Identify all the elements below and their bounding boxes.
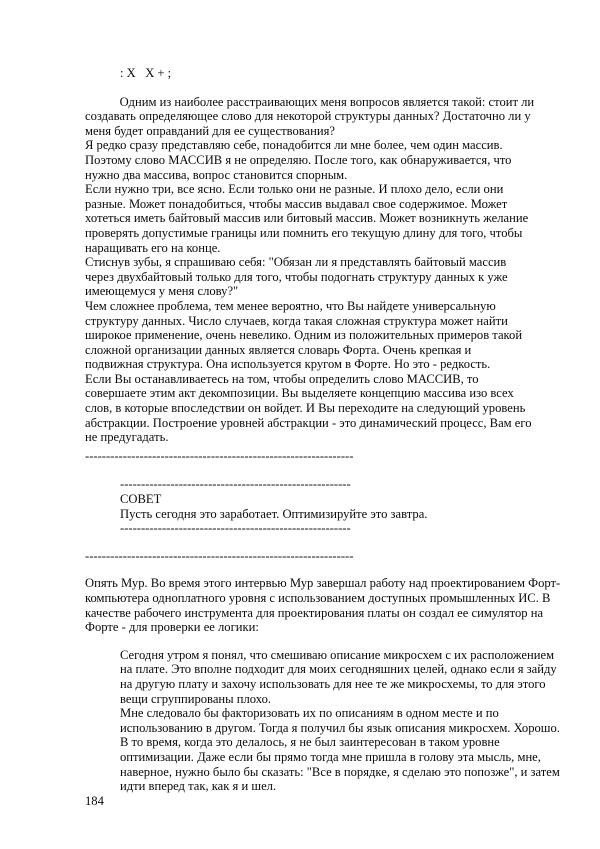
quote-line: Мне следовало бы факторизовать их по описаниям в одном месте и по (120, 706, 499, 721)
text-line: нужно два массива, вопрос становится спорным. (85, 167, 348, 182)
moore-quote-block (120, 647, 560, 794)
tip-dash-bottom: ------------------------------------------------------- (120, 521, 351, 536)
quote-line: использованию в другом. Тогда я получил бы язык описания микросхем. Хорошо. (120, 720, 560, 735)
main-text-block (85, 95, 555, 445)
text-line: совершаете этим акт декомпозиции. Вы выделяете концепцию массива изо всех (85, 386, 514, 401)
text-line: сложной организации данных является словарь Форта. Очень крепкая и (85, 342, 472, 357)
text-line: наращивать его на конце. (85, 240, 221, 255)
separator-line-bottom: ---------------------------------------------------------------- (85, 548, 354, 563)
forth-code-line: : X X + ; (120, 66, 172, 80)
quote-line: идти вперед так, как я и шел. (120, 779, 277, 794)
quote-line: вещи сгруппированы плохо. (120, 691, 272, 706)
text-line: проверять допустимые границы или помнить его текущую длину для того, чтобы (85, 225, 523, 240)
moore-intro-block (85, 576, 561, 635)
text-line: широкое применение, очень невелико. Одним из положительных примеров такой (85, 328, 523, 343)
text-line: через двухбайтовый только для того, чтобы подогнать структуру данных к уже (85, 269, 508, 284)
text-line: Опять Мур. Во время этого интервью Мур завершал работу над проектированием Форт- (85, 576, 561, 591)
text-line: структуру данных. Число случаев, когда такая сложная структура может найти (85, 313, 508, 328)
text-line: хотеться иметь байтовый массив или битовый массив. Может возникнуть желание (85, 211, 529, 226)
quote-line: на плате. Это вполне подходит для моих сегодняшних целей, однако если я зайду (120, 662, 557, 677)
text-line: меня будет оправданий для ее существования? (85, 123, 336, 138)
quote-line: Сегодня утром я понял, что смешиваю описание микросхем с их расположением (120, 647, 555, 662)
text-line: качестве рабочего инструмента для проектирования платы он создал ее симулятор на (85, 605, 544, 620)
text-line: Я редко сразу представляю себе, понадобится ли мне более, чем один массив. (85, 138, 503, 153)
page-number: 184 (85, 794, 104, 808)
text-line: не предугадать. (85, 430, 169, 445)
page-content (85, 66, 561, 794)
text-line: слов, в которые впоследствии он войдет. И Вы переходите на следующий уровень (85, 401, 526, 416)
text-line: компьютера одноплатного уровня с использованием доступных промышленных ИС. В (85, 591, 551, 605)
quote-line: В то время, когда это делалось, я не был заинтересован в таком уровне (120, 735, 500, 750)
text-line: Стиснув зубы, я спрашиваю себя: "Обязан ли я представлять байтовый массив (85, 255, 507, 270)
tip-block (120, 477, 555, 535)
text-line: Поэтому слово МАССИВ я не определяю. После того, как обнаруживается, что (85, 152, 512, 167)
tip-dash-top: ------------------------------------------------------- (120, 477, 351, 492)
text-line: абстракции. Построение уровней абстракции - это динамический процесс, Вам его (85, 415, 532, 430)
text-line: разные. Может понадобиться, чтобы массив выдавал свое содержимое. Может (85, 196, 508, 211)
text-line: Чем сложнее проблема, тем менее вероятно, что Вы найдете универсальную (85, 298, 496, 313)
text-line: Одним из наиболее расстраивающих меня вопросов является такой: стоит ли (85, 94, 535, 109)
text-line: Если Вы останавливаетесь на том, чтобы определить слово МАССИВ, то (85, 371, 479, 386)
text-line: подвижная структура. Она используется кругом в Форте. Но это - редкость. (85, 357, 491, 372)
text-line: имеющемуся у меня слову?" (85, 284, 239, 299)
separator-line-top: ---------------------------------------------------------------- (85, 448, 354, 463)
text-line: создавать определяющее слово для некоторой структуры данных? Достаточно ли у (85, 109, 531, 124)
tip-title: СОВЕТ (120, 492, 162, 507)
quote-line: на другую плату и захочу использовать для нее те же микросхемы, то для этого (120, 676, 546, 691)
text-line: Форте - для проверки ее логики: (85, 620, 259, 635)
quote-line: наверное, нужно было бы сказать: "Все в порядке, я сделаю это попозже", и затем (120, 764, 560, 779)
text-line: Если нужно три, все ясно. Если только они не разные. И плохо дело, если они (85, 182, 504, 197)
quote-line: оптимизации. Даже если бы прямо тогда мне пришла в голову эта мысль, мне, (120, 749, 541, 764)
tip-text: Пусть сегодня это заработает. Оптимизируйте это завтра. (120, 506, 428, 521)
